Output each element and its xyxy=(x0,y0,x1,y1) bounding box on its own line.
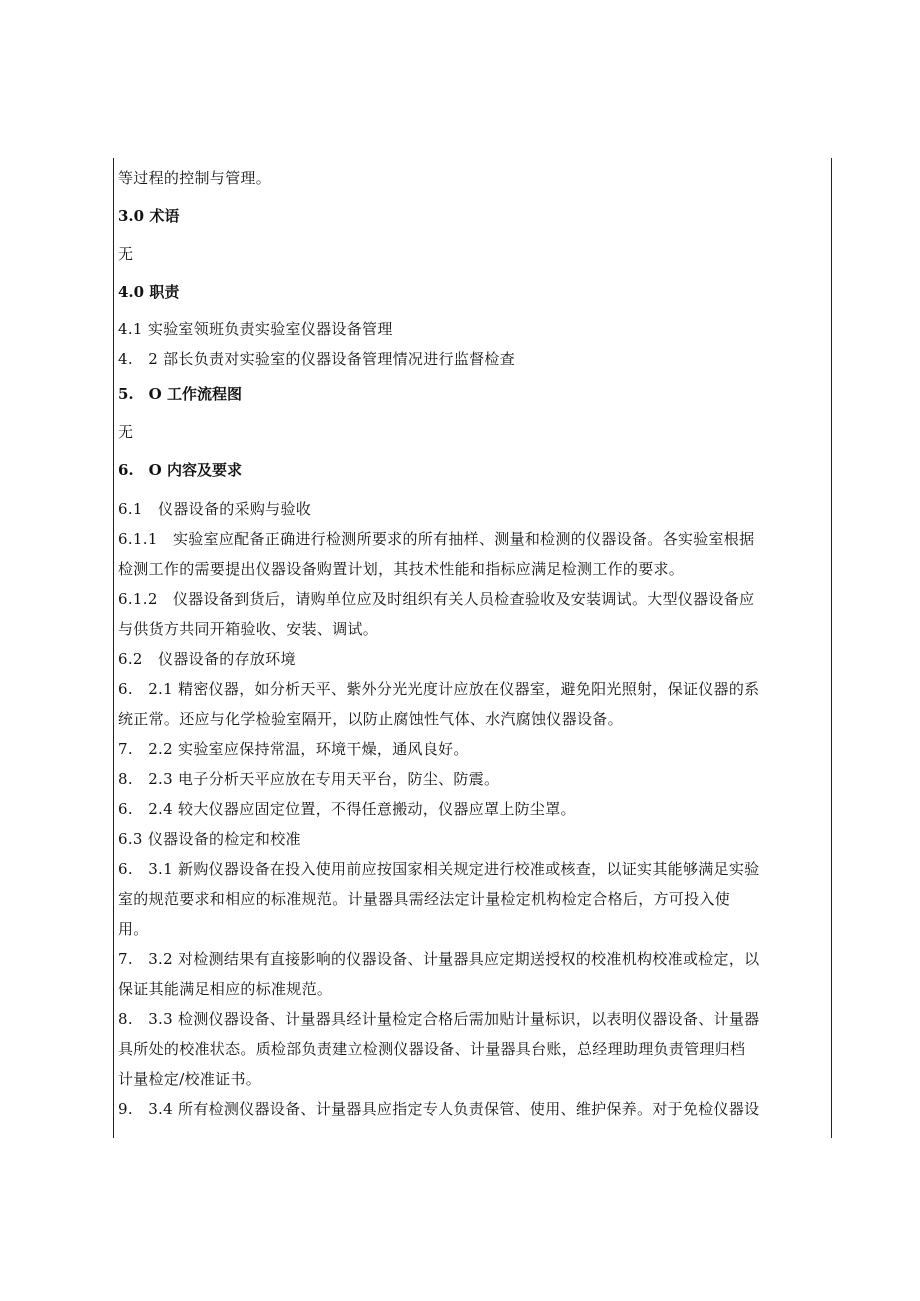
clause-6-1-2-line-2: 与供货方共同开箱验收、安装、调试。 xyxy=(118,620,379,638)
clause-6-2-2: 7. 2.2 实验室应保持常温，环境干燥，通风良好。 xyxy=(118,740,469,758)
clause-6-2-1-line-2: 统正常。还应与化学检验室隔开，以防止腐蚀性气体、水汽腐蚀仪器设备。 xyxy=(118,710,623,728)
clause-6-3-2-line-1: 7. 3.2 对检测结果有直接影响的仪器设备、计量器具应定期送授权的校准机构校准或检定，以 xyxy=(118,950,760,968)
clause-6-1-1-line-1: 6.1.1 实验室应配备正确进行检测所要求的所有抽样、测量和检测的仪器设备。各实验室根据 xyxy=(118,530,755,548)
clause-6-1-1-line-2: 检测工作的需要提出仪器设备购置计划，其技术性能和指标应满足检测工作的要求。 xyxy=(118,560,685,578)
clause-6-2-3: 8. 2.3 电子分析天平应放在专用天平台，防尘、防震。 xyxy=(118,770,500,788)
terms-content: 无 xyxy=(118,245,134,263)
clause-6-1-2-line-1: 6.1.2 仪器设备到货后，请购单位应及时组织有关人员检查验收及安装调试。大型仪器设备应 xyxy=(118,590,755,608)
section-heading-workflow: 5. O 工作流程图 xyxy=(118,385,242,403)
subsection-6-3-title: 6.3 仪器设备的检定和校准 xyxy=(118,830,301,848)
clause-6-2-1-line-1: 6. 2.1 精密仪器，如分析天平、紫外分光光度计应放在仪器室，避免阳光照射，保证仪器的系 xyxy=(118,680,760,698)
section-heading-terms: 3.0 术语 xyxy=(118,207,180,225)
section-heading-content-requirements: 6. O 内容及要求 xyxy=(118,461,242,479)
section-6-body xyxy=(118,494,826,1124)
clause-6-3-1-line-1: 6. 3.1 新购仪器设备在投入使用前应按国家相关规定进行校准或核查，以证实其能够满足实验 xyxy=(118,860,760,878)
clause-6-3-3-line-1: 8. 3.3 检测仪器设备、计量器具经计量检定合格后需加贴计量标识，以表明仪器设备、计量器 xyxy=(118,1010,760,1028)
clause-6-3-3-line-2: 具所处的校准状态。质检部负责建立检测仪器设备、计量器具台账，总经理助理负责管理归档 xyxy=(118,1040,746,1058)
section-heading-responsibilities: 4.0 职责 xyxy=(118,283,180,301)
subsection-6-1-title: 6.1 仪器设备的采购与验收 xyxy=(118,500,312,518)
clause-6-3-4-line-1: 9. 3.4 所有检测仪器设备、计量器具应指定专人负责保管、使用、维护保养。对于免检仪器设 xyxy=(118,1100,760,1118)
clause-6-2-4: 6. 2.4 较大仪器应固定位置，不得任意搬动，仪器应罩上防尘罩。 xyxy=(118,800,576,818)
responsibility-4-1: 4.1 实验室领班负责实验室仪器设备管理 xyxy=(118,320,393,338)
workflow-content: 无 xyxy=(118,423,134,441)
clause-6-3-1-line-2: 室的规范要求和相应的标准规范。计量器具需经法定计量检定机构检定合格后，方可投入使 xyxy=(118,890,731,908)
responsibility-4-2: 4. 2 部长负责对实验室的仪器设备管理情况进行监督检查 xyxy=(118,350,516,368)
clause-6-3-1-line-3: 用。 xyxy=(118,920,149,938)
clause-6-3-3-line-3: 计量检定/校准证书。 xyxy=(118,1070,262,1088)
continuation-line: 等过程的控制与管理。 xyxy=(118,169,272,187)
clause-6-3-2-line-2: 保证其能满足相应的标准规范。 xyxy=(118,980,333,998)
document-body xyxy=(118,160,826,1124)
subsection-6-2-title: 6.2 仪器设备的存放环境 xyxy=(118,650,296,668)
